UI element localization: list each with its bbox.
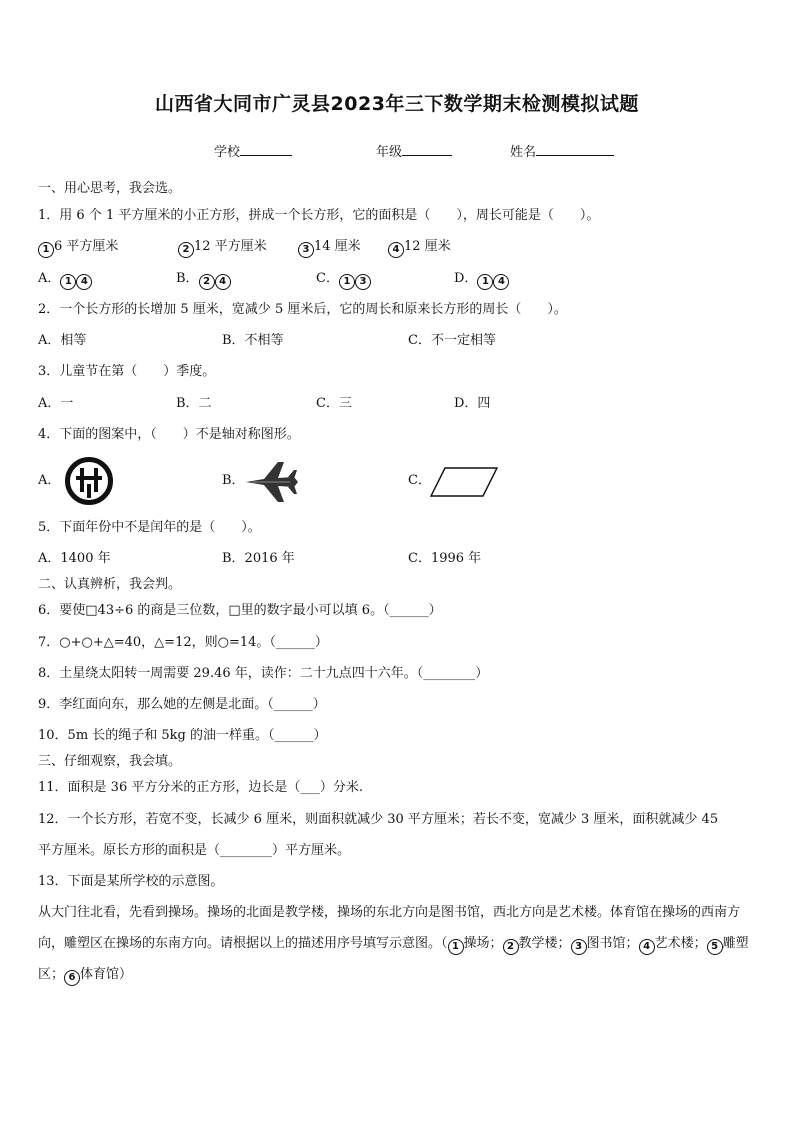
section-3-heading: 三、仔细观察，我会填。: [38, 754, 182, 769]
grade-field: [376, 141, 452, 160]
q5-stem: 5．下面年份中不是闰年的是（ ）。: [38, 520, 261, 535]
q5-option-b[interactable]: B．2016 年: [222, 551, 295, 566]
q3-stem: 3．儿童节在第（ ）季度。: [38, 364, 216, 379]
circled-number-icon: 1: [60, 274, 76, 290]
q4-stem: 4．下面的图案中，（ ）不是轴对称图形。: [38, 427, 300, 442]
q3-option-b[interactable]: B．二: [176, 396, 212, 411]
q9-text: 9．李红面向东，那么她的左侧是北面。（______）: [38, 697, 326, 712]
q1-stem: 1．用 6 个 1 平方厘米的小正方形，拼成一个长方形，它的面积是（ ），周长可能是（ ）。: [38, 208, 600, 223]
school-label: 学校: [214, 145, 241, 160]
q6-text: 6．要使□43÷6 的商是三位数，□里的数字最小可以填 6。（______）: [38, 603, 442, 618]
circled-number-icon: 4: [639, 939, 655, 955]
q3-option-a[interactable]: A．一: [38, 396, 74, 411]
bank-logo-icon: [62, 456, 116, 506]
grade-label: 年级: [376, 145, 403, 160]
circled-number-icon: 4: [215, 274, 231, 290]
q1-option-d[interactable]: D． 1 4: [454, 271, 509, 290]
name-field: [510, 141, 614, 160]
q2-option-b[interactable]: B．不相等: [222, 333, 284, 348]
circled-number-icon: 1: [38, 242, 54, 258]
q11-text: 11．面积是 36 平方分米的正方形，边长是（___）分米.: [38, 780, 363, 795]
circled-number-icon: 1: [339, 274, 355, 290]
q1-item-4: 4 12 厘米: [388, 239, 451, 258]
circled-number-icon: 3: [571, 939, 587, 955]
circled-number-icon: 6: [64, 970, 80, 986]
fighter-jet-icon: [244, 458, 300, 506]
q1-option-b[interactable]: B． 2 4: [176, 271, 231, 290]
q1-option-a[interactable]: A． 1 4: [38, 271, 92, 290]
circled-number-icon: 1: [477, 274, 493, 290]
q13-description: 从大门往北看，先看到操场。操场的北面是教学楼，操场的东北方向是图书馆，西北方向是艺术楼。体育馆在操场的西南方向，雕塑区在操场的东南方向。请根据以上的描述用序号填写示意图。（: [38, 905, 741, 951]
q10-text: 10．5m 长的绳子和 5kg 的油一样重。（______）: [38, 728, 327, 743]
q2-option-c[interactable]: C．不一定相等: [408, 333, 496, 348]
name-blank: [536, 142, 614, 156]
q1-item-1: 1 6 平方厘米: [38, 239, 118, 258]
circled-number-icon: 3: [298, 242, 314, 258]
circled-number-icon: 2: [503, 939, 519, 955]
q13-stem: 13．下面是某所学校的示意图。: [38, 874, 224, 889]
name-label: 姓名: [510, 145, 537, 160]
circled-number-icon: 3: [355, 274, 371, 290]
grade-blank: [402, 142, 452, 156]
school-blank: [240, 142, 292, 156]
page-title: 山西省大同市广灵县2023年三下数学期末检测模拟试题: [155, 93, 639, 115]
q4-option-b[interactable]: B．: [222, 473, 245, 488]
circled-number-icon: 2: [199, 274, 215, 290]
q12-text-line2: 平方厘米。原长方形的面积是（________）平方厘米。: [38, 843, 351, 858]
circled-number-icon: 1: [448, 939, 464, 955]
q4-option-c[interactable]: C．: [408, 473, 431, 488]
q1-option-c[interactable]: C． 1 3: [316, 271, 371, 290]
q7-text: 7．○+○+△=40，△=12，则○=14。（______）: [38, 635, 328, 650]
q2-option-a[interactable]: A．相等: [38, 333, 87, 348]
q4-option-a[interactable]: A．: [38, 473, 61, 488]
circled-number-icon: 4: [493, 274, 509, 290]
q8-text: 8．土星绕太阳转一周需要 29.46 年，读作：二十九点四十六年。（________）: [38, 666, 489, 681]
q1-item-2: 2 12 平方厘米: [178, 239, 267, 258]
q3-option-d[interactable]: D．四: [454, 396, 491, 411]
parallelogram-icon: [428, 466, 500, 498]
q2-stem: 2．一个长方形的长增加 5 厘米，宽减少 5 厘米后，它的周长和原来长方形的周长（ ）。: [38, 302, 567, 317]
q12-text-line1: 12．一个长方形，若宽不变，长减少 6 厘米，则面积就减少 30 平方厘米；若长不变，宽减少 3 厘米，面积就减少 45: [38, 812, 719, 827]
q1-item-3: 3 14 厘米: [298, 239, 361, 258]
circled-number-icon: 2: [178, 242, 194, 258]
q5-option-c[interactable]: C．1996 年: [408, 551, 482, 566]
q3-option-c[interactable]: C．三: [316, 396, 352, 411]
q13-paragraph: 从大门往北看，先看到操场。操场的北面是教学楼，操场的东北方向是图书馆，西北方向是艺术楼。体育馆在操场的西南方向，雕塑区在操场的东南方向。请根据以上的描述用序号填写示意图。（ 1 操场； 2 教学楼； 3 图书馆； 4 艺术楼； 5 雕塑区； 6 体育馆）: [38, 897, 758, 990]
circled-number-icon: 5: [707, 939, 723, 955]
circled-number-icon: 4: [388, 242, 404, 258]
section-1-heading: 一、用心思考，我会选。: [38, 181, 182, 196]
section-2-heading: 二、认真辨析，我会判。: [38, 577, 182, 592]
circled-number-icon: 4: [76, 274, 92, 290]
school-field: [214, 141, 292, 160]
q5-option-a[interactable]: A．1400 年: [38, 551, 111, 566]
